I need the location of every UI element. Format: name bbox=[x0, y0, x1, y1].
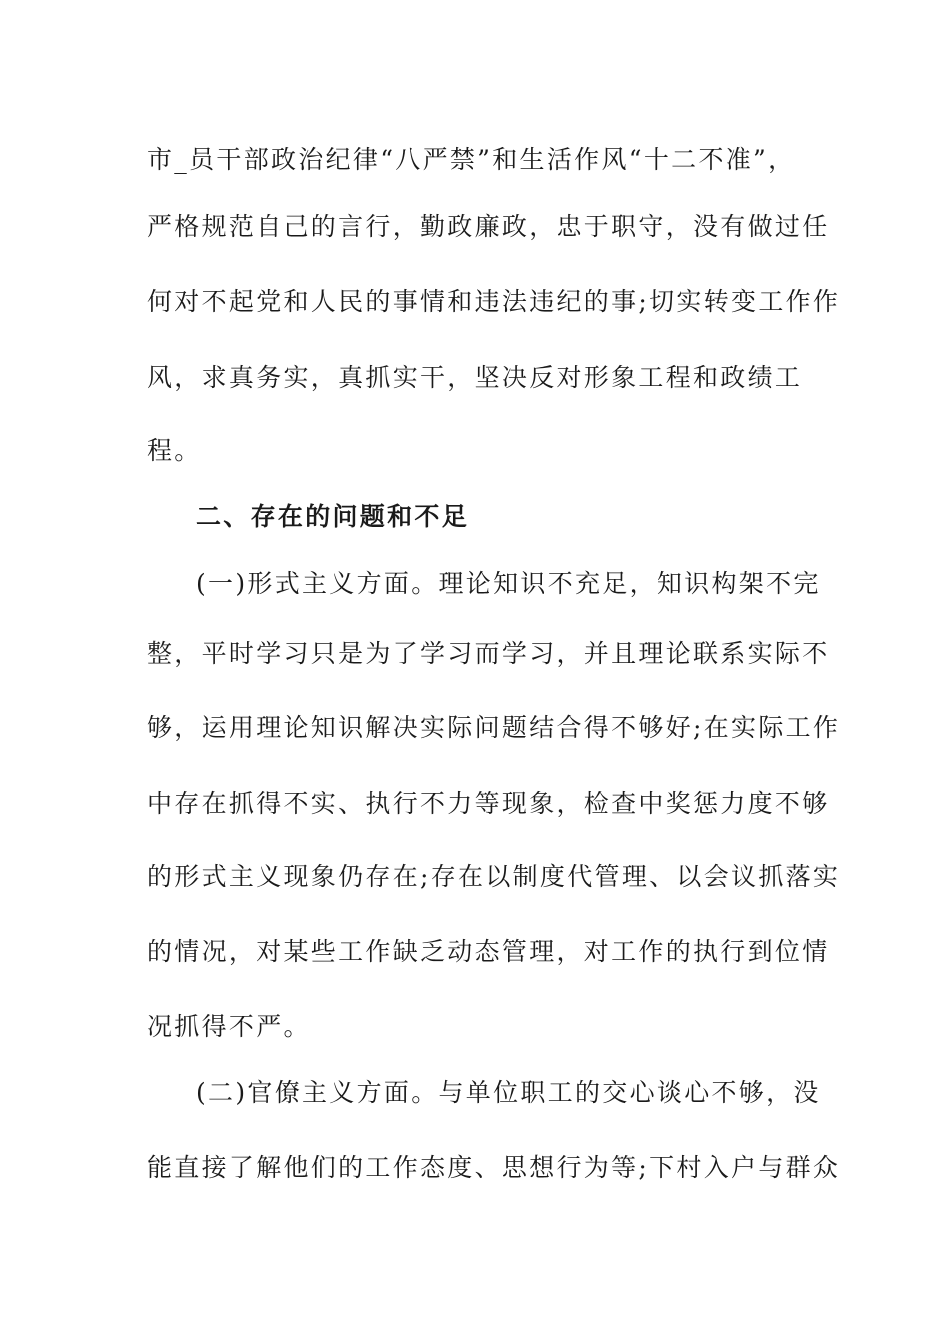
section-heading: 二、存在的问题和不足 bbox=[196, 502, 470, 531]
paragraph-2-start: (二)官僚主义方面。与单位职工的交心谈心不够，没 bbox=[196, 1078, 821, 1107]
text-line-10: 中存在抓得不实、执行不力等现象，检查中奖惩力度不够 bbox=[147, 789, 830, 818]
text-line-8: 整，平时学习只是为了学习而学习，并且理论联系实际不 bbox=[147, 639, 830, 668]
text-line-9: 够，运用理论知识解决实际问题结合得不够好;在实际工作 bbox=[147, 713, 841, 742]
text-line-15: 能直接了解他们的工作态度、思想行为等;下村入户与群众 bbox=[147, 1153, 841, 1182]
text-line-3: 何对不起党和人民的事情和违法违纪的事;切实转变工作作 bbox=[147, 287, 841, 316]
text-line-1: 市_员干部政治纪律“八严禁”和生活作风“十二不准”， bbox=[147, 145, 796, 174]
text-line-13: 况抓得不严。 bbox=[147, 1012, 311, 1041]
text-line-12: 的情况，对某些工作缺乏动态管理，对工作的执行到位情 bbox=[147, 937, 830, 966]
text-line-4: 风，求真务实，真抓实干，坚决反对形象工程和政绩工 bbox=[147, 363, 803, 392]
text-line-5: 程。 bbox=[147, 436, 202, 465]
text-line-2: 严格规范自己的言行，勤政廉政，忠于职守，没有做过任 bbox=[147, 212, 830, 241]
paragraph-1-start: (一)形式主义方面。理论知识不充足，知识构架不完 bbox=[196, 569, 821, 598]
text-line-11: 的形式主义现象仍存在;存在以制度代管理、以会议抓落实 bbox=[147, 862, 841, 891]
